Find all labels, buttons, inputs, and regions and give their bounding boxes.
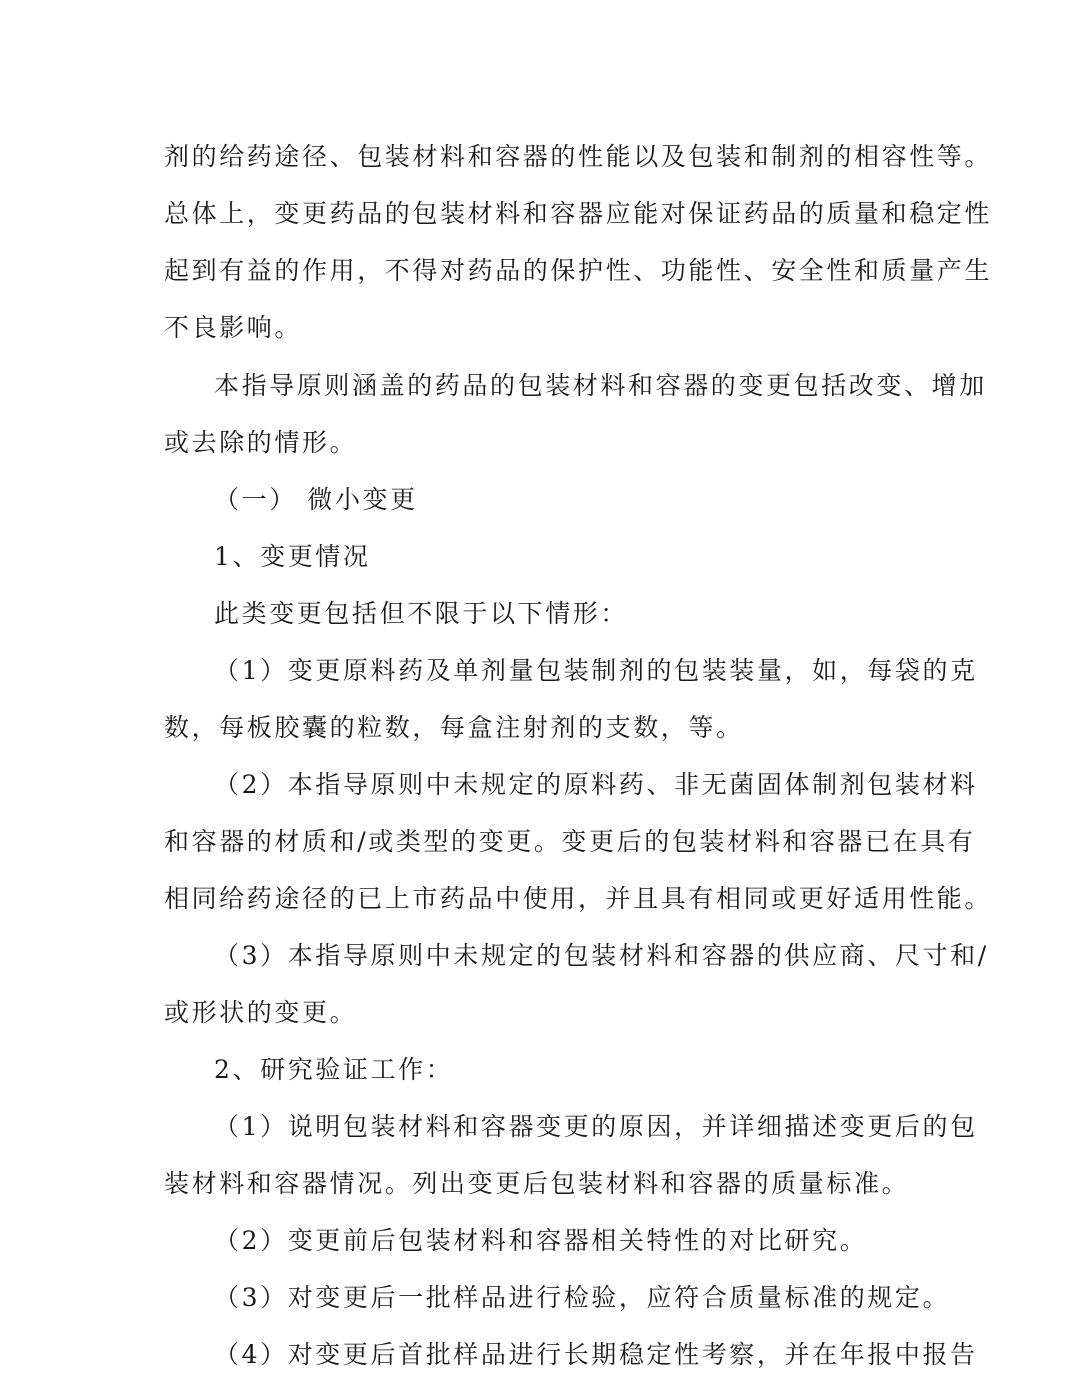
list-item: （1）变更原料药及单剂量包装制剂的包装装量，如，每袋的克	[214, 656, 978, 685]
text-line: 或形状的变更。	[164, 998, 358, 1027]
list-item: （3）对变更后一批样品进行检验，应符合质量标准的规定。	[214, 1283, 951, 1312]
text-line: 本指导原则涵盖的药品的包装材料和容器的变更包括改变、增加	[214, 371, 987, 400]
text-line: 数，每板胶囊的粒数，每盒注射剂的支数，等。	[164, 713, 744, 742]
subsection-heading: 2、研究验证工作：	[214, 1055, 454, 1084]
text-line: 或去除的情形。	[164, 428, 358, 457]
text-line: 此类变更包括但不限于以下情形：	[214, 599, 629, 628]
subsection-heading: 1、变更情况	[214, 542, 371, 571]
list-item: （1）说明包装材料和容器变更的原因，并详细描述变更后的包	[214, 1112, 978, 1141]
text-line: 总体上，变更药品的包装材料和容器应能对保证药品的质量和稳定性	[164, 199, 993, 228]
list-item: （4）对变更后首批样品进行长期稳定性考察，并在年报中报告	[214, 1340, 978, 1369]
text-line: 和容器的材质和/或类型的变更。变更后的包装材料和容器已在具有	[164, 827, 976, 856]
list-item: （2）变更前后包装材料和容器相关特性的对比研究。	[214, 1226, 868, 1255]
text-line: 剂的给药途径、包装材料和容器的性能以及包装和制剂的相容性等。	[164, 142, 993, 171]
list-item: （3）本指导原则中未规定的包装材料和容器的供应商、尺寸和/	[214, 941, 989, 970]
list-item: （2）本指导原则中未规定的原料药、非无菌固体制剂包装材料	[214, 770, 978, 799]
text-line: 装材料和容器情况。列出变更后包装材料和容器的质量标准。	[164, 1169, 910, 1198]
text-line: 不良影响。	[164, 313, 303, 342]
text-line: 相同给药途径的已上市药品中使用，并且具有相同或更好适用性能。	[164, 884, 993, 913]
text-line: 起到有益的作用，不得对药品的保护性、功能性、安全性和质量产生	[164, 256, 993, 285]
section-heading: （一） 微小变更	[214, 485, 418, 514]
